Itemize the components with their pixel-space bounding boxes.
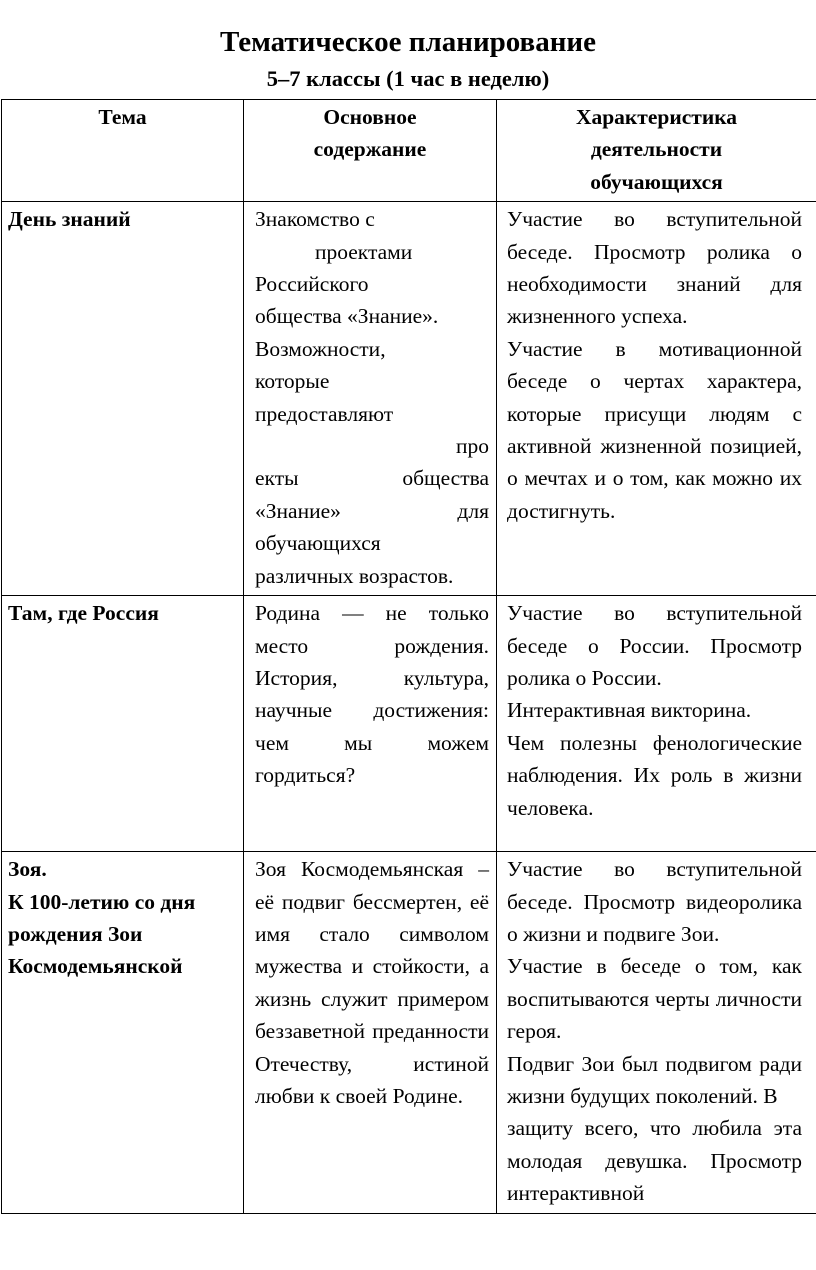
activity-paragraph: Участие в беседе о том, как воспитываются черты личности героя. (507, 954, 802, 1044)
table-header-row (2, 100, 816, 202)
content-line: общества «Знание». (255, 304, 439, 329)
activity-paragraph: Участие во вступительной беседе. Просмотр видеоролика о жизни и подвиге Зои. (507, 857, 802, 946)
header-content (244, 100, 497, 202)
content-line: екты общества (255, 466, 489, 491)
row-content (244, 596, 497, 852)
topic-line: К 100-летию со дня рождения Зои Космодемьянской (8, 889, 196, 979)
activity-paragraph: Участие в мотивационной беседе о чертах характера, которые присущи людям с активной жизненной позицией, о мечтах и о том, как можно их достигнуть. (507, 336, 802, 523)
row-activity (497, 852, 816, 1213)
content-line: которые (255, 369, 330, 394)
activity-paragraph: Участие во вступительной беседе. Просмотр ролика о необходимости знаний для жизненного успеха. (507, 207, 802, 329)
row-activity (497, 596, 816, 852)
activity-paragraph: Подвиг Зои был подвигом ради жизни будущих поколений. В (507, 1051, 802, 1108)
content-line: обучающихся (255, 531, 381, 556)
activity-paragraph: Участие во вступительной беседе о России. Просмотр ролика о России. (507, 601, 802, 690)
content-paragraph: Зоя Космодемьянская – её подвиг бессмертен, её имя стало символом мужества и стойкости, а жизнь служит примером беззаветной преданности Отечеству, истиной любви к своей Родине. (255, 857, 489, 1108)
content-line: проектами (315, 239, 413, 264)
header-content-line: содержание (313, 137, 427, 162)
row-topic (2, 852, 244, 1213)
activity-paragraph: Интерактивная викторина. (507, 698, 752, 723)
content-line: Возможности, (255, 336, 386, 361)
header-activity-line: Характеристика (575, 105, 738, 129)
page-subtitle: 5–7 классы (1 час в неделю) (266, 66, 550, 91)
activity-paragraph: Чем полезны фенологические наблюдения. Их роль в жизни человека. (507, 730, 802, 820)
content-paragraph: Родина — не только место рождения. История, культура, научные достижения: чем мы можем гордиться? (255, 601, 489, 788)
content-line: «Знание» для (255, 498, 489, 523)
row-topic: Там, где Россия (2, 596, 244, 852)
content-line: различных возрастов. (255, 563, 454, 588)
activity-paragraph: защиту всего, что любила эта молодая девушка. Просмотр интерактивной (507, 1116, 802, 1206)
content-line: про (455, 434, 489, 459)
header-content-line: Основное (323, 105, 417, 129)
content-line: Российского (255, 272, 369, 297)
header-topic: Тема (2, 100, 244, 202)
content-line: Знакомство с (255, 207, 375, 232)
content-line: предоставляют (255, 401, 394, 426)
planning-table (1, 99, 816, 1214)
row-activity (497, 202, 816, 596)
table-row (2, 852, 816, 1213)
row-topic: День знаний (2, 202, 244, 596)
row-content (244, 852, 497, 1213)
row-content (244, 202, 497, 596)
header-activity-line: обучающихся (590, 169, 723, 194)
topic-line: Зоя. (8, 857, 47, 882)
page-title: Тематическое планирование (219, 26, 597, 58)
header-activity-line: деятельности (590, 137, 723, 162)
table-row (2, 596, 816, 852)
table-row (2, 202, 816, 596)
header-activity (497, 100, 816, 202)
